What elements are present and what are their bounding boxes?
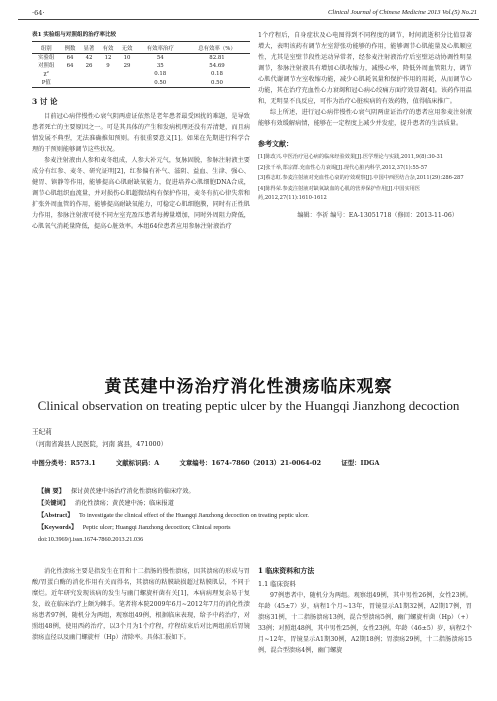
upper-right-column [258,30,472,219]
discussion-paragraph: 目前冠心病伴慢性心衰气阴两虚证依然是老年患者最受困扰的难题，是导致患者死亡的主要原因之一。可是其具体的产生和发病机理还没有弄清楚，而且病情发展不典型，无法准确推知预则。有很重要意义[1]。如果在先期进行科学合理的干预则能够调节这些状况。 [32,112,250,153]
reference-item: [4]陈得荣.参麦注射液对缺氧缺血的心肌的营养保护作用[J].中国实用医药,2012,27(11):1610-1612 [258,185,421,201]
table-cell: 0.50 [184,79,250,88]
table-header-cell: 显著 [80,42,99,54]
table-cell [99,70,118,78]
clinical-data-paragraph: 97例患者中，随机分为两组。观察组49例，其中男性26例，女性23例。年龄（45±7）岁，病程1个月~13年，胃镜显示A1期32例，A2期17例，胃溃疡31例，十二指肠溃疡13例，混合型溃疡5例，幽门螺旋杆菌（Hp）（+）33例；对照组48例，其中男性25例，女性23例。年龄（46±5）岁，病程2个月~12年，胃镜显示A1期30例，A2期18例；胃溃疡29例，十二指肠溃疡15例，混合型溃疡4例，幽门螺旋 [258,592,472,654]
upper-left-column [32,30,250,232]
id-code: 证型：IDGA [341,459,380,467]
abstract-zh [38,486,468,498]
table-cell: 0.50 [137,79,184,88]
abstract-en [38,510,468,522]
lower-left-column [32,566,250,643]
reference-item: [3]蔡志虹.参麦注射液对充血性心衰的疗效观察[J].中国中西医结合杂,2011(29):286-287 [258,175,464,181]
keywords-label: 【关键词】 [38,500,69,507]
abstract-label: 【摘 要】 [38,488,65,495]
keywords-en [38,522,468,534]
body-paragraph: 综上所述，进行冠心病伴慢性心衰气阴两虚证治疗的患者应用参麦注射液能够有效缓解病情，能够在一定程度上减少并发症，提升患者的生活质量。 [258,109,472,127]
author-name: 王纪莉 [32,428,52,436]
author-affiliation: （河南省嵩县人民医院，河南 嵩县，471000） [32,440,168,448]
table-header-cell: 组别 [32,42,61,54]
abstract-en-text: To investigate the clinical effect of the Huangqi Jianzhong decoction on treating peptic ulcer. [78,512,309,519]
table-cell: 对照组 [38,63,55,70]
table-header-cell: 有效率治疗 [137,42,184,54]
table-cell: 54.69 [209,63,225,70]
table-caption: 表1 实验组与对照组的治疗率比较 [32,32,117,38]
table-header-cell: 无效 [118,42,137,54]
keywords-en-text: Peptic ulcer; Huangqi Jianzhong decoction; Clinical reports [82,524,231,531]
table-cell [118,70,137,78]
table-cell [118,79,137,88]
table-cell: 64 [66,55,74,61]
table-header-row [32,42,250,54]
table-cell: 实验组 [38,55,55,61]
keywords-zh [38,498,468,510]
page-number: ·64· [32,9,45,17]
discussion-paragraph: 参麦注射液由人参和麦冬组成，人参大补元气，复脉固脱，参脉注射液主要成分有红参、麦冬、研究证明[2]，红参偏有补气、滋阴、益血、生津、强心、健胃、镇静等作用，能够提高心肌耐缺氧能力，促进培养心肌细胞DNA合成，调节心肌组织血流量，并对损伤心肌超微结构有保护作用，麦冬有抗心律失常和扩张外周血管的作用，能够提高耐缺氧能力，可稳定心肌细胞膜，同时有正性肌力作用，参脉注射液可使不同左室充盈压患者每搏量增加，同时外周阻力降低，心肌氧气消耗量降低，提高心脏效率。本组64位患者应用参脉注射液治疗 [32,156,250,230]
discussion-heading: 3 讨 论 [32,96,58,106]
table-cell [99,79,118,88]
running-head [18,8,479,20]
journal-name: Clinical Journal of Chinese Medicine 2013 Vol.(5) No.21 [328,9,477,16]
document-code: 文献标识码：A [115,459,160,467]
table-row [32,62,250,70]
table-cell: 26 [85,63,93,70]
table-cell: χ² [43,71,49,78]
table-cell: 54 [156,55,164,61]
keywords-text: 消化性溃疡；黄芪建中汤；临床报道 [74,500,174,507]
abstract-en-label: 【Abstract】 [38,512,74,519]
table-header-cell: 有效 [99,42,118,54]
body-paragraph: 1个疗程后，自身症状及心电图得到不同程度的调节，时间流逝积分比值显著增大，表明该药有调节左室舒张功能够的作用，能够调节心肌能量及心肌顺应性，尤其是室壁节段性运动异常者，经参麦注射液治疗后室壁运动协调性明显调节，参脉注射液具有增加心肌收缩力，减慢心率，降低外周血管阻力，调节心肌代谢调节左室收缩功能，减少心肌耗氧量和保护作用的用耗，从而调节心功能，其在治疗充血性心力衰竭和冠心病心绞痛方面疗效显著[4]。该药作用温和，无明显不良反应，可作为治疗心脏疾病的有效药物，值得临床推广。 [258,32,472,105]
table-cell [61,70,80,78]
article-meta [32,458,462,467]
article-title-en: Clinical observation on treating peptic ulcer by the Huangqi Jianzhong decoction [37,398,460,413]
references-heading: 参考文献： [258,139,293,148]
table-header-cell: 总有效率（%） [184,42,250,54]
table-cell: 10 [123,55,131,61]
intro-paragraph: 消化性溃疡主要是指发生在胃和十二指肠的慢性溃疡，因其溃疡的形成与胃酸/胃蛋白酶的消化作用有关而得名，其溃疡的粘膜缺损超过粘膜肌层，不同于糜烂。近年研究发现该病的发生与幽门螺旋杆菌有关[1]，本病病理复杂易于复发，故在临床治疗上颇为棘手。笔者将本院2009年6月~2012年7月的消化性溃疡患者97例，随机分为两组，观察组49例，根据临床表现，给予中药治疗，对照组48例，使用西药治疗，以3个月为1个疗程，疗程结束后对比两组前后胃镜溃疡直径以及幽门螺旋杆（Hp）清除率。具体汇报如下。 [32,568,250,641]
table-row [32,79,250,88]
table-cell [61,79,80,88]
table-row [32,54,250,63]
clc-number: 中图分类号：R573.1 [32,459,96,467]
table-cell: P值 [32,79,61,88]
table-cell: 12 [104,55,112,61]
article-title-zh: 黄芪建中汤治疗消化性溃疡临床观察 [104,377,393,397]
abstract-block [38,486,468,546]
lower-right-column [258,566,472,656]
table-header-cell: 例数 [61,42,80,54]
reference-item: [1]陈改兴.中医治疗冠心病的临床经验效果[J].医学理论与实践,2011,9(8):30-31 [258,154,444,160]
table-row [32,70,250,78]
editor-note: 编辑：李祈 编号：EA-13051718（修回：2013-11-06） [297,211,458,219]
article-number: 文章编号：1674-7860（2013）21-0064-02 [179,459,322,467]
table-cell: 29 [123,63,131,70]
subsection-heading: 1.1 临床资料 [258,580,296,588]
results-table [32,41,250,88]
reference-item: [2]张千举,郑宗群.充血性心力衰竭[J].现代心脏内科学,2012,37(1):55-57 [258,164,428,171]
table-cell: 82.81 [209,55,225,61]
keywords-en-label: 【Keywords】 [38,524,78,531]
table-cell [80,70,99,78]
table-cell: 35 [156,63,164,70]
doi: doi:10.3969/j.issn.1674-7860.2013.21.036 [38,536,144,543]
table-cell: 64 [66,63,74,70]
table-cell: 0.18 [210,71,223,78]
table-cell [80,79,99,88]
table-cell: 0.18 [154,71,167,78]
abstract-text: 探讨黄芪建中汤治疗消化性溃疡的临床疗效。 [70,488,195,495]
section-heading: 1 临床资料和方法 [258,566,315,575]
table-cell: 42 [85,55,93,61]
table-cell: 9 [106,63,110,70]
